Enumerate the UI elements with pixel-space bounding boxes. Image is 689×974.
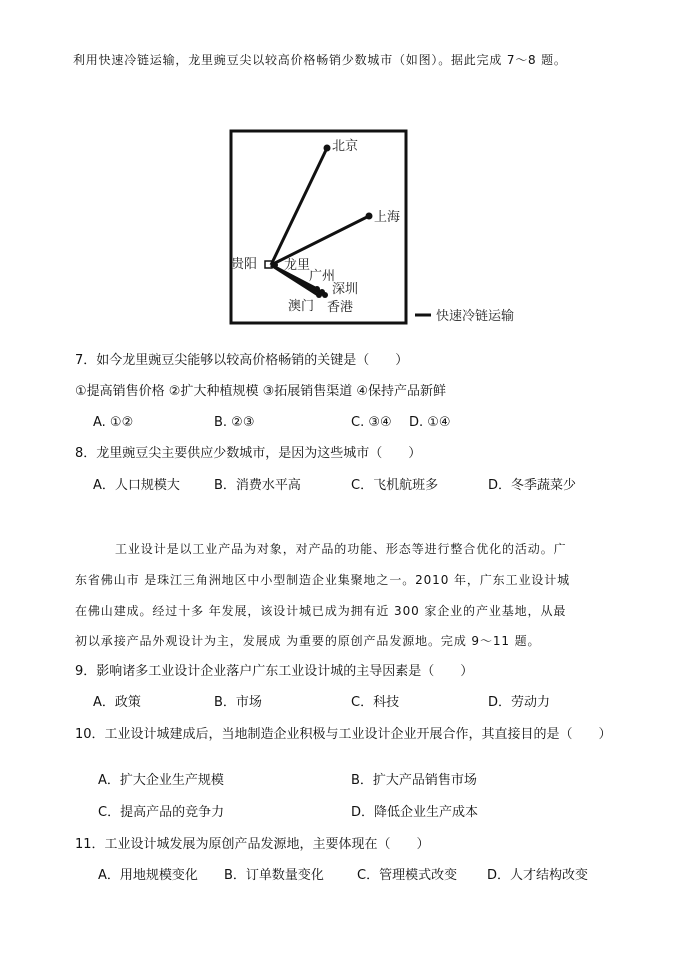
q9-option-b[interactable]: B．市场: [214, 695, 262, 710]
q8-stem: 8．龙里豌豆尖主要供应少数城市，是因为这些城市（ ）: [75, 446, 422, 461]
passage-line-2: 东省佛山市 是珠江三角洲地区中小型制造企业集聚地之一。2010 年，广东工业设计城: [75, 573, 571, 587]
intro-text: 利用快速冷链运输，龙里豌豆尖以较高价格畅销少数城市（如图）。据此完成 7～8 题。: [73, 53, 567, 67]
q7-items: ①提高销售价格 ②扩大种植规模 ③拓展销售渠道 ④保持产品新鲜: [75, 384, 447, 399]
hongkong-dot: [322, 292, 328, 298]
q9-option-c[interactable]: C．科技: [351, 695, 400, 710]
q7-stem: 7．如今龙里豌豆尖能够以较高价格畅销的关键是（ ）: [75, 353, 409, 368]
longli-dot: [272, 262, 278, 268]
q7-option-b[interactable]: B. ②③: [214, 415, 255, 430]
q11-stem: 11．工业设计城发展为原创产品发源地，主要体现在（ ）: [75, 837, 430, 852]
shanghai-dot: [366, 213, 373, 220]
q10-option-b[interactable]: B．扩大产品销售市场: [351, 773, 477, 788]
guangzhou-dot: [314, 286, 320, 292]
macau-dot: [316, 292, 322, 298]
label-hongkong: 香港: [327, 300, 354, 315]
label-macau: 澳门: [288, 299, 315, 314]
q9-stem: 9．影响诸多工业设计企业落户广东工业设计城的主导因素是（ ）: [75, 664, 474, 679]
q7-option-c[interactable]: C. ③④: [351, 415, 392, 430]
q7-option-d[interactable]: D. ①④: [409, 415, 451, 430]
label-shanghai: 上海: [374, 210, 401, 225]
passage-line-3: 在佛山建成。经过十多 年发展，该设计城已成为拥有近 300 家企业的产业基地，从最: [75, 604, 567, 618]
label-shenzhen: 深圳: [332, 282, 359, 297]
cold-chain-map: [228, 128, 528, 328]
passage-line-1: 工业设计是以工业产品为对象，对产品的功能、形态等进行整合优化的活动。广: [115, 542, 567, 556]
q11-option-d[interactable]: D．人才结构改变: [487, 868, 589, 883]
label-longli: 龙里: [284, 258, 311, 273]
beijing-dot: [324, 145, 331, 152]
q9-option-a[interactable]: A．政策: [93, 695, 141, 710]
q10-option-c[interactable]: C．提高产品的竞争力: [98, 805, 225, 820]
route-beijing: [271, 148, 327, 265]
q10-option-d[interactable]: D．降低企业生产成本: [351, 805, 479, 820]
q11-option-b[interactable]: B．订单数量变化: [224, 868, 324, 883]
label-guangzhou: 广州: [309, 269, 336, 284]
label-beijing: 北京: [332, 139, 359, 154]
passage-line-4: 初以承接产品外观设计为主，发展成 为重要的原创产品发源地。完成 9～11 题。: [75, 634, 541, 648]
q9-option-d[interactable]: D．劳动力: [488, 695, 551, 710]
q8-option-c[interactable]: C．飞机航班多: [351, 478, 439, 493]
q8-option-d[interactable]: D．冬季蔬菜少: [488, 478, 577, 493]
q8-option-a[interactable]: A．人口规模大: [93, 478, 180, 493]
q10-stem: 10．工业设计城建成后，当地制造企业积极与工业设计企业开展合作，其直接目的是（ ）: [75, 727, 612, 742]
q10-option-a[interactable]: A．扩大企业生产规模: [98, 773, 224, 788]
label-guiyang: 贵阳: [231, 257, 258, 272]
q8-option-b[interactable]: B．消费水平高: [214, 478, 301, 493]
q11-option-a[interactable]: A．用地规模变化: [98, 868, 198, 883]
q7-option-a[interactable]: A. ①②: [93, 415, 134, 430]
q11-option-c[interactable]: C．管理模式改变: [357, 868, 458, 883]
legend-label: 快速冷链运输: [436, 309, 515, 324]
